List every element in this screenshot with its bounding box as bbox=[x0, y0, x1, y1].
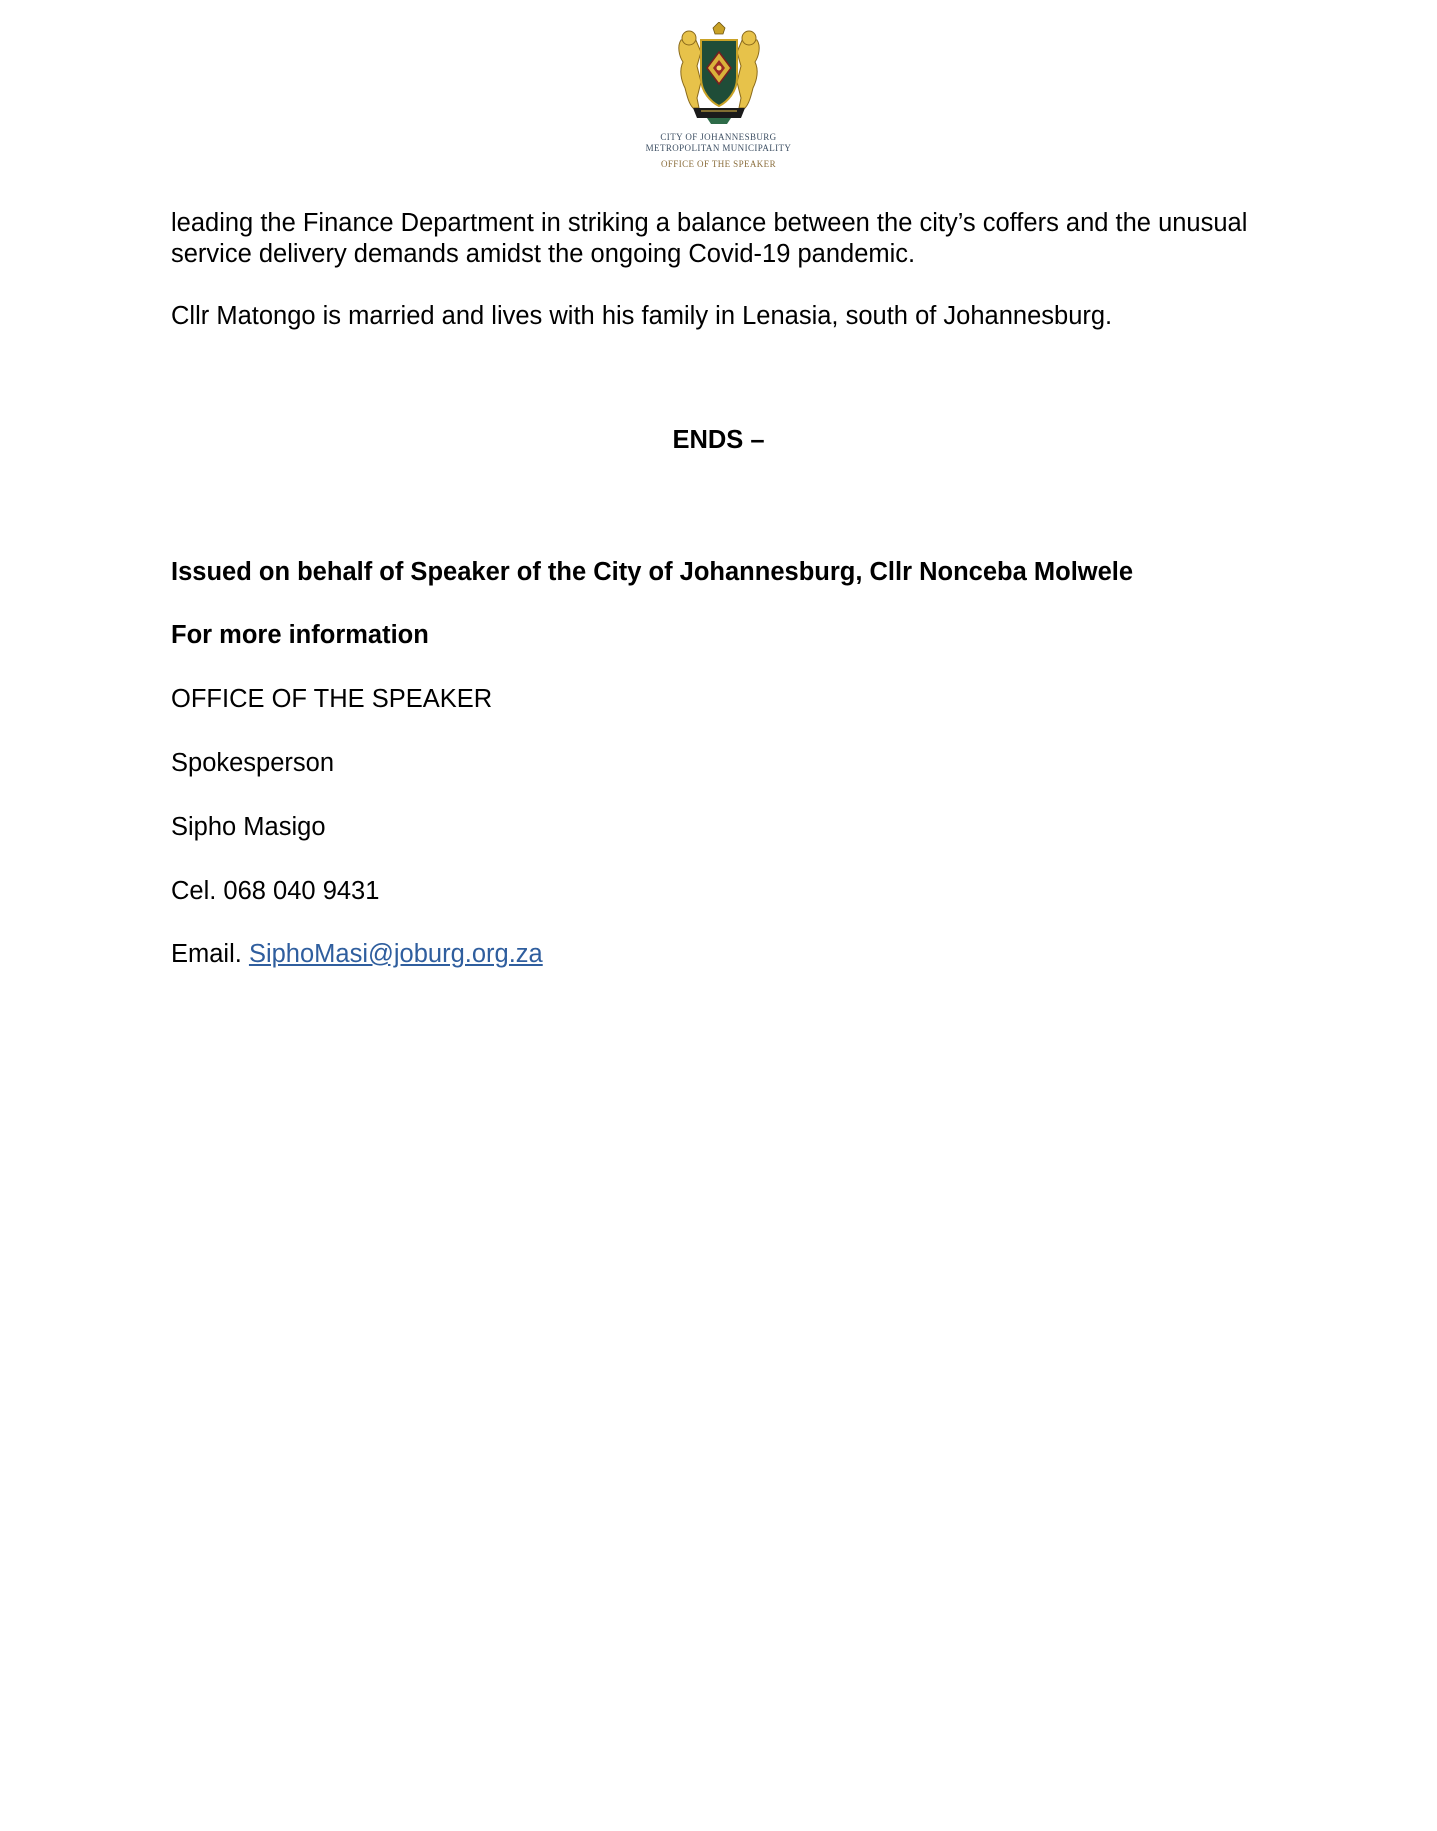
contact-phone: Cel. 068 040 9431 bbox=[171, 877, 380, 905]
contact-email bbox=[171, 939, 543, 970]
more-info-heading: For more information bbox=[171, 621, 429, 649]
paragraph-finance-line-1: leading the Finance Department in striking a balance between the city’s coffers and the unusual bbox=[171, 209, 1248, 237]
paragraph-finance-line-2: service delivery demands amidst the ongoing Covid-19 pandemic. bbox=[171, 240, 916, 268]
email-link[interactable]: SiphoMasi@joburg.org.za bbox=[248, 940, 543, 968]
contact-name: Sipho Masigo bbox=[171, 813, 326, 841]
coat-of-arms-icon bbox=[667, 22, 771, 126]
letterhead bbox=[0, 22, 1437, 169]
org-department: OFFICE OF THE SPEAKER bbox=[660, 159, 776, 169]
paragraph-family: Cllr Matongo is married and lives with his family in Lenasia, south of Johannesburg. bbox=[171, 302, 1113, 330]
org-name-line-1: CITY OF JOHANNESBURG bbox=[660, 132, 777, 142]
contact-role: Spokesperson bbox=[171, 749, 335, 777]
paragraph-finance bbox=[171, 208, 1291, 270]
issued-statement: Issued on behalf of Speaker of the City of Johannesburg, Cllr Nonceba Molwele bbox=[171, 558, 1134, 586]
body-text bbox=[171, 208, 1291, 332]
org-name-line-2: METROPOLITAN MUNICIPALITY bbox=[645, 143, 792, 153]
office-name: OFFICE OF THE SPEAKER bbox=[171, 685, 493, 713]
ends-marker: ENDS – bbox=[672, 426, 765, 454]
email-label: Email. bbox=[171, 940, 249, 968]
